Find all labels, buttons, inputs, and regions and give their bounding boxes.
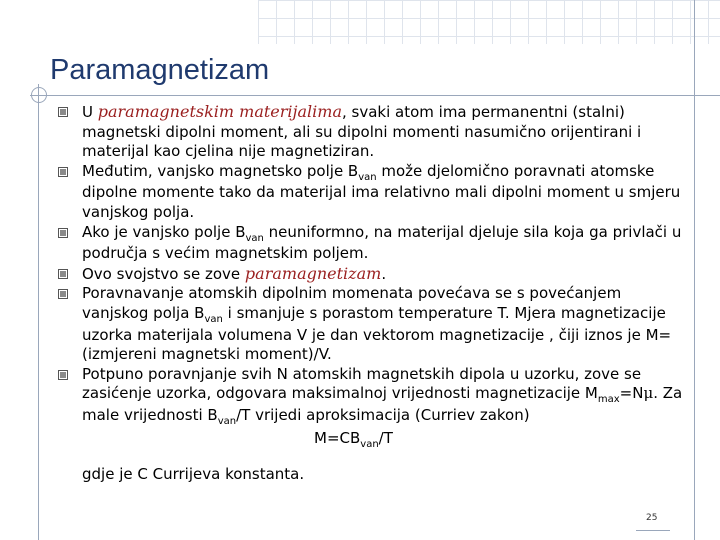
right-rule-decoration	[694, 0, 695, 540]
bullet-item	[58, 102, 688, 162]
bullet-text: Poravnavanje atomskih dipolnim momenata povećava se s povećanjem vanjskog polja B	[82, 284, 622, 322]
bullet-text: . Za male vrijednosti B	[82, 384, 683, 424]
subscript: van	[204, 313, 223, 325]
bullet-text: .	[381, 264, 387, 283]
subscript: van	[217, 415, 237, 427]
formula-text: /T	[378, 428, 393, 447]
slide-body	[58, 102, 688, 485]
subscript: max	[597, 394, 620, 406]
bullet-item	[58, 162, 688, 223]
bullet-text: može djelomično poravnati atomske dipolne momente tako da materijal ima relativno mali dipolni moment u smjeru vanjskog polja.	[82, 161, 681, 221]
bullet-text: , svaki atom ima permanentni (stalni) magnetski dipolni moment, ali su dipolni momenti nasumično orijentirani i materijal kao cjelina nije magnetiziran.	[82, 103, 642, 161]
bullet-item	[58, 223, 688, 264]
emphasis-term: paramagnetizam	[244, 263, 382, 283]
bullet-text: U	[82, 103, 98, 121]
curie-law-formula	[58, 429, 688, 451]
emphasis-term: paramagnetskim materijalima	[97, 102, 342, 121]
bullet-text: neuniformno, na materijal djeluje sila koja ga privlači u područja s većim magnetskim poljem.	[82, 222, 682, 263]
subscript: van	[358, 171, 377, 183]
bullet-text: Ovo svojstvo se zove	[82, 264, 245, 283]
subscript: van	[245, 232, 264, 244]
bullet-text: Potpuno poravnjanje svih N atomskih magnetskih dipola u uzorku, zove se zasićenje uzorka, odgovara maksimalnoj vrijednosti magnetizacije M	[82, 364, 642, 403]
bullet-item	[58, 284, 688, 364]
circle-ornament-icon	[31, 87, 47, 103]
header-grid-decoration	[258, 0, 720, 44]
bullet-text: =N	[619, 384, 644, 403]
bullet-text: Međutim, vanjsko magnetsko polje B	[82, 161, 359, 180]
title-underline-decoration	[30, 95, 720, 96]
bullet-text: i smanjuje s porastom temperature T. Mjera magnetizacije uzorka materijala volumena V je dan vektorom magnetizacije , čiji iznos je M=(izmjereni magnetski moment)/V.	[82, 303, 672, 364]
bullet-text: /T vrijedi aproksimacija (Curriev zakon)	[236, 405, 530, 424]
vertical-rule-decoration	[38, 84, 39, 540]
bullet-text: Ako je vanjsko polje B	[82, 222, 246, 241]
mu-symbol: μ	[643, 384, 654, 403]
slide-title: Paramagnetizam	[50, 54, 270, 86]
page-number-rule-decoration	[636, 530, 670, 531]
bullet-item	[58, 264, 688, 285]
page-number: 25	[646, 513, 658, 523]
subscript: van	[360, 438, 379, 450]
formula-text: M=CB	[314, 428, 361, 447]
bullet-item	[58, 365, 688, 428]
footer-note: gdje je C Currijeva konstanta.	[82, 465, 305, 484]
